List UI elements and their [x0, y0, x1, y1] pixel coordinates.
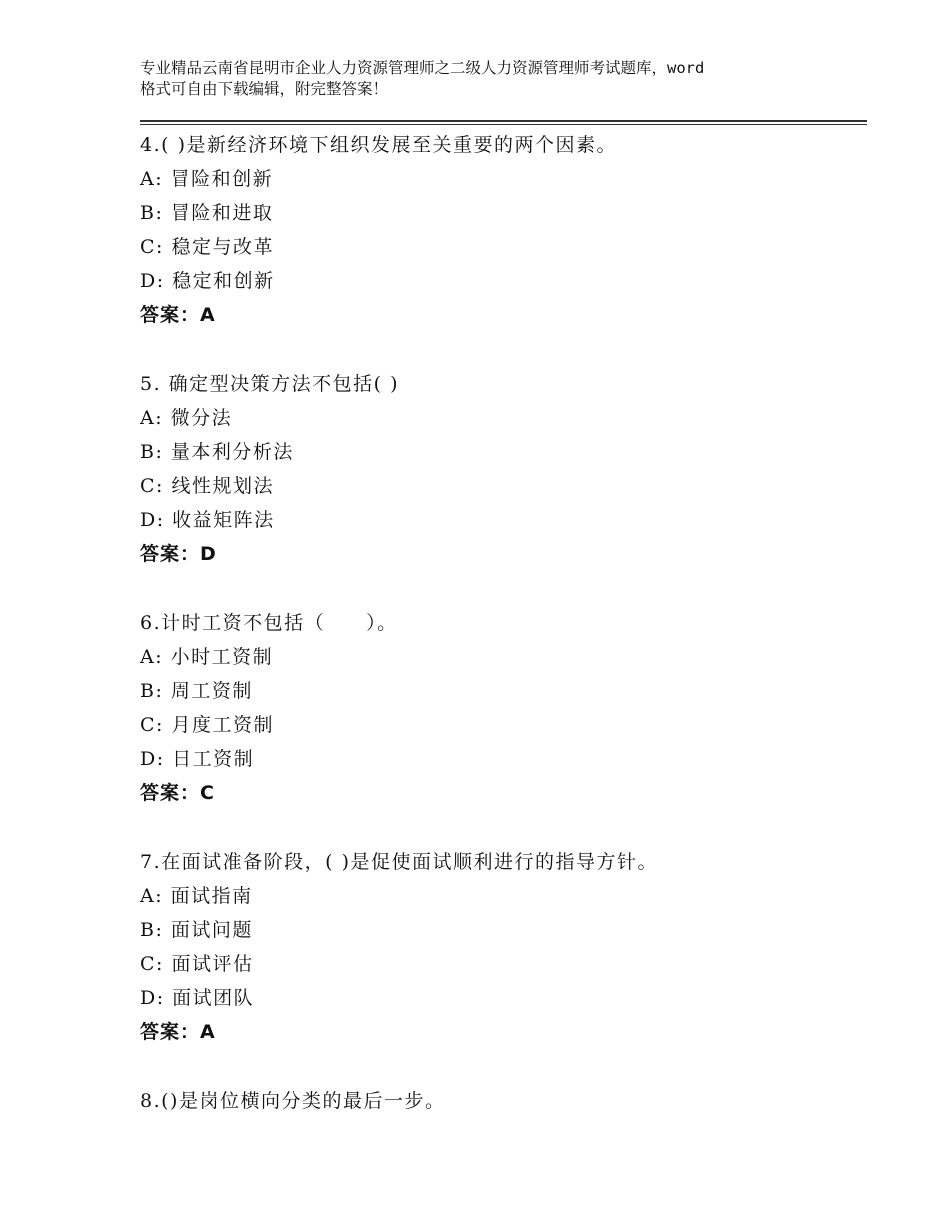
option-b: B: 冒险和进取: [140, 202, 274, 224]
question-6: [140, 606, 867, 810]
option-c: C: 线性规划法: [140, 475, 274, 497]
question-spacer: [140, 1049, 867, 1084]
option-c: C: 月度工资制: [140, 714, 274, 736]
option-c: C: 稳定与改革: [140, 236, 274, 258]
header-title-line-1: 专业精品云南省昆明市企业人力资源管理师之二级人力资源管理师考试题库，word: [140, 59, 705, 77]
answer-label: 答案：C: [140, 782, 215, 804]
question-spacer: [140, 571, 867, 606]
question-stem: 7.在面试准备阶段，( )是促使面试顺利进行的指导方针。: [140, 851, 658, 873]
option-d: D: 收益矩阵法: [140, 509, 275, 531]
answer-label: 答案：D: [140, 543, 217, 565]
question-stem: 8.()是岗位横向分类的最后一步。: [140, 1090, 446, 1112]
option-b: B: 面试问题: [140, 919, 253, 941]
document-header: [140, 58, 840, 100]
option-d: D: 稳定和创新: [140, 270, 275, 292]
question-8: [140, 1084, 867, 1118]
option-d: D: 日工资制: [140, 748, 255, 770]
question-list: [140, 128, 867, 1118]
question-spacer: [140, 332, 867, 367]
answer-label: 答案：A: [140, 304, 216, 326]
header-divider-thin: [140, 124, 867, 125]
header-title-line-2: 格式可自由下载编辑，附完整答案！: [140, 80, 389, 98]
option-d: D: 面试团队: [140, 987, 255, 1009]
option-b: B: 量本利分析法: [140, 441, 294, 463]
question-stem: 6.计时工资不包括（ ）。: [140, 612, 398, 634]
question-stem: 4.( )是新经济环境下组织发展至关重要的两个因素。: [140, 134, 617, 156]
question-4: [140, 128, 867, 332]
question-7: [140, 845, 867, 1049]
option-a: A: 微分法: [140, 407, 233, 429]
question-5: [140, 367, 867, 571]
option-a: A: 面试指南: [140, 885, 253, 907]
answer-label: 答案：A: [140, 1021, 216, 1043]
question-spacer: [140, 810, 867, 845]
option-a: A: 小时工资制: [140, 646, 274, 668]
option-b: B: 周工资制: [140, 680, 253, 702]
option-c: C: 面试评估: [140, 953, 254, 975]
header-divider-thick: [140, 120, 867, 122]
option-a: A: 冒险和创新: [140, 168, 274, 190]
question-stem: 5. 确定型决策方法不包括( ): [140, 373, 400, 395]
